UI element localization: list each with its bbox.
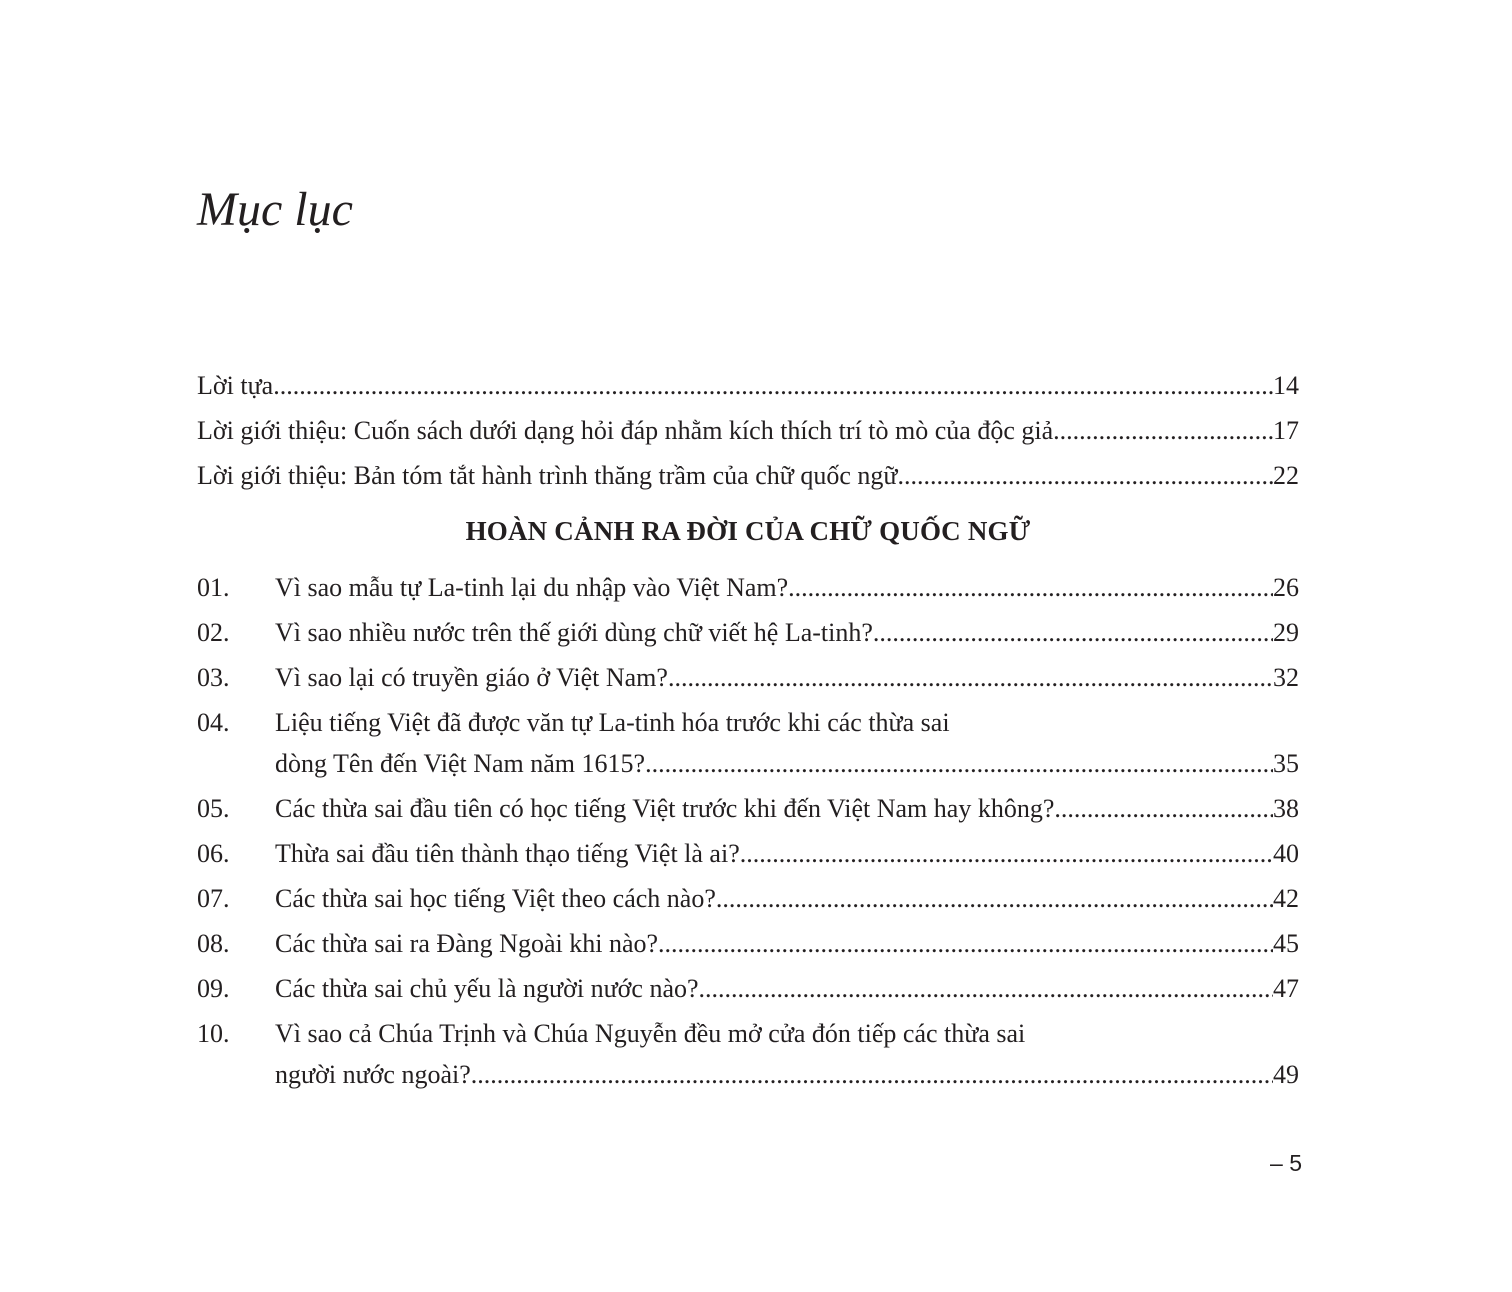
toc-entry-page: 17	[1273, 416, 1299, 445]
toc-entry-page: 45	[1273, 929, 1299, 958]
toc-entry-number: 02.	[197, 618, 230, 647]
table-of-contents	[197, 363, 1299, 1097]
toc-entry-03[interactable]	[197, 655, 1299, 700]
toc-entry-number: 06.	[197, 839, 230, 868]
toc-entry-page: 38	[1273, 794, 1299, 823]
toc-entry-page: 32	[1273, 663, 1299, 692]
dot-leader	[716, 876, 1273, 921]
toc-entry-06[interactable]	[197, 831, 1299, 876]
toc-entry-text: Các thừa sai ra Đàng Ngoài khi nào?	[275, 929, 659, 958]
toc-entry-page: 47	[1273, 974, 1299, 1003]
dot-leader	[1053, 408, 1273, 453]
toc-entry-number: 07.	[197, 884, 230, 913]
toc-entry-loi-gioi-thieu-2[interactable]	[197, 453, 1299, 498]
toc-entry-number: 05.	[197, 794, 230, 823]
section-heading: HOÀN CẢNH RA ĐỜI CỦA CHỮ QUỐC NGỮ	[465, 516, 1031, 546]
toc-entry-05[interactable]	[197, 786, 1299, 831]
toc-entry-page: 40	[1273, 839, 1299, 868]
toc-entry-number: 08.	[197, 929, 230, 958]
dot-leader	[658, 921, 1273, 966]
dot-leader	[873, 610, 1273, 655]
toc-entry-08[interactable]	[197, 921, 1299, 966]
dot-leader	[471, 1052, 1273, 1097]
toc-entry-02[interactable]	[197, 610, 1299, 655]
dot-leader	[668, 655, 1273, 700]
toc-entry-page: 42	[1273, 884, 1299, 913]
toc-entry-page: 14	[1273, 371, 1299, 400]
toc-entry-page: 26	[1273, 573, 1299, 602]
toc-entry-01[interactable]	[197, 565, 1299, 610]
toc-entry-09[interactable]	[197, 966, 1299, 1011]
toc-entry-number: 04.	[197, 708, 230, 737]
toc-entry-text: Lời giới thiệu: Cuốn sách dưới dạng hỏi đáp nhằm kích thích trí tò mò của độc giả	[197, 416, 1054, 445]
page-number: – 5	[1270, 1150, 1302, 1176]
toc-entry-04[interactable]	[197, 700, 1299, 786]
dot-leader	[699, 966, 1273, 1011]
toc-entry-number: 03.	[197, 663, 230, 692]
page-title: Mục lục	[197, 183, 353, 236]
toc-entry-text: Các thừa sai đầu tiên có học tiếng Việt trước khi đến Việt Nam hay không?	[275, 794, 1055, 823]
toc-entry-loi-gioi-thieu-1[interactable]	[197, 408, 1299, 453]
dot-leader	[897, 453, 1273, 498]
toc-entry-text-continued: dòng Tên đến Việt Nam năm 1615?	[275, 749, 646, 778]
toc-entry-page: 22	[1273, 461, 1299, 490]
dot-leader	[645, 741, 1273, 786]
toc-entry-text-continued: người nước ngoài?	[275, 1060, 471, 1089]
toc-entry-07[interactable]	[197, 876, 1299, 921]
toc-entry-loi-tua[interactable]	[197, 363, 1299, 408]
toc-entry-page: 29	[1273, 618, 1299, 647]
toc-entry-number: 10.	[197, 1019, 230, 1048]
toc-entry-text: Thừa sai đầu tiên thành thạo tiếng Việt là ai?	[275, 839, 740, 868]
toc-entry-text: Các thừa sai chủ yếu là người nước nào?	[275, 974, 699, 1003]
toc-entry-page: 35	[1273, 749, 1299, 778]
dot-leader	[1054, 786, 1273, 831]
toc-entry-text: Lời giới thiệu: Bản tóm tắt hành trình thăng trầm của chữ quốc ngữ	[197, 461, 898, 490]
toc-entry-page: 49	[1273, 1060, 1299, 1089]
toc-entry-text: Vì sao lại có truyền giáo ở Việt Nam?	[275, 663, 668, 692]
dot-leader	[788, 565, 1273, 610]
toc-entry-text: Vì sao mẫu tự La-tinh lại du nhập vào Việt Nam?	[275, 573, 789, 602]
toc-entry-text: Vì sao nhiều nước trên thế giới dùng chữ viết hệ La-tinh?	[275, 618, 873, 647]
toc-entry-text: Lời tựa	[197, 371, 274, 400]
toc-entry-text: Các thừa sai học tiếng Việt theo cách nào?	[275, 884, 716, 913]
dot-leader	[273, 363, 1273, 408]
toc-entry-number: 09.	[197, 974, 230, 1003]
toc-entry-number: 01.	[197, 573, 230, 602]
toc-entry-text: Vì sao cả Chúa Trịnh và Chúa Nguyễn đều mở cửa đón tiếp các thừa sai	[275, 1019, 1026, 1048]
dot-leader	[740, 831, 1273, 876]
toc-entry-text: Liệu tiếng Việt đã được văn tự La-tinh hóa trước khi các thừa sai	[275, 708, 950, 737]
toc-entry-10[interactable]	[197, 1011, 1299, 1097]
